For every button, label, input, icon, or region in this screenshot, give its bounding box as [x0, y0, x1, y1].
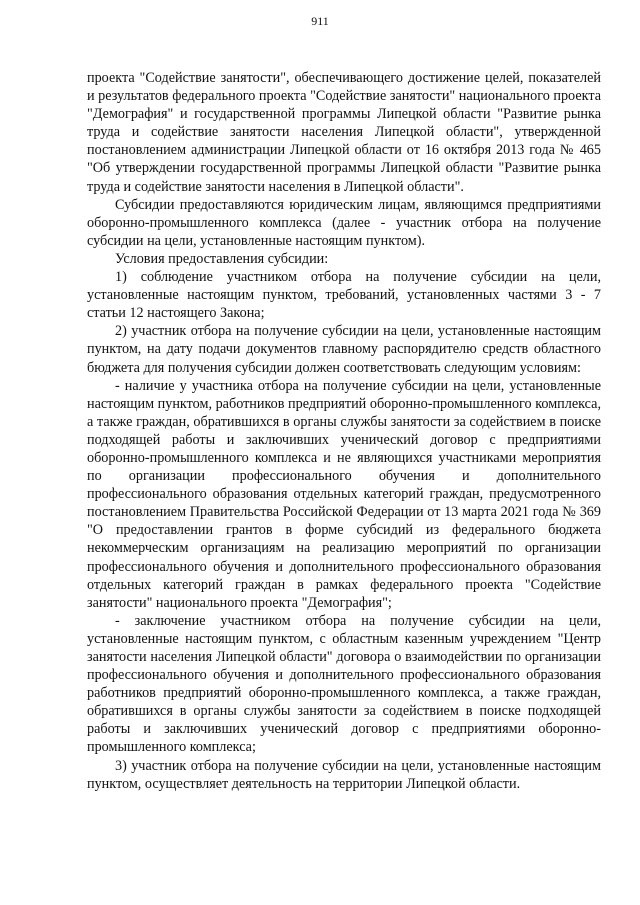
paragraph-condition-2-bullet-1: - наличие у участника отбора на получение субсидии на цели, установленные настоящим пунктом, работников предприятий оборонно-промышленного комплекса, а также граждан, обратившихся в органы службы занятости за содействием в поиске подходящей работы и заключивших ученический договор с предприятиями оборонно-промышленного комплекса и не являющихся участниками мероприятия по организации профессионального обучения и дополнительного профессионального образования отдельных категорий граждан, предусмотренного постановлением Правительства Российской Федерации от 13 марта 2021 года № 369 "О предоставлении грантов в форме субсидий из федерального бюджета некоммерческим организациям на реализацию мероприятий по организации профессионального обучения и дополнительного профессионального образования отдельных категорий граждан в рамках федерального проекта "Содействие занятости" национального проекта "Демография";	[87, 377, 601, 611]
paragraph-condition-3: 3) участник отбора на получение субсидии на цели, установленные настоящим пунктом, осуществляет деятельность на территории Липецкой области.	[87, 757, 601, 792]
page-number: 911	[311, 14, 329, 28]
paragraph-condition-2-bullet-2: - заключение участником отбора на получение субсидии на цели, установленные настоящим пунктом, с областным казенным учреждением "Центр занятости населения Липецкой области" договора о взаимодействии по организации профессионального обучения и дополнительного профессионального образования работников предприятий оборонно-промышленного комплекса, а также граждан, обратившихся в органы службы занятости за содействием в поиске подходящей работы и заключивших ученический договор с предприятиями оборонно-промышленного комплекса;	[87, 612, 601, 756]
paragraph-intro-continuation: проекта "Содействие занятости", обеспечивающего достижение целей, показателей и результатов федерального проекта "Содействие занятости" национального проекта "Демография" и государственной программы Липецкой области "Развитие рынка труда и содействие занятости населения Липецкой области", утвержденной постановлением администрации Липецкой области от 16 октября 2013 года № 465 "Об утверждении государственной программы Липецкой области "Развитие рынка труда и содействие занятости населения в Липецкой области".	[87, 70, 601, 195]
paragraph-condition-1: 1) соблюдение участником отбора на получение субсидии на цели, установленные настоящим пунктом, требований, установленных частями 3 - 7 статьи 12 настоящего Закона;	[87, 269, 601, 322]
paragraph-conditions-heading: Условия предоставления субсидии:	[115, 250, 329, 267]
paragraph-condition-2: 2) участник отбора на получение субсидии на цели, установленные настоящим пунктом, на дату подачи документов главному распорядителю средств областного бюджета для получения субсидии должен соответствовать следующим условиям:	[87, 323, 601, 376]
paragraph-recipients: Субсидии предоставляются юридическим лицам, являющимся предприятиями оборонно-промышленного комплекса (далее - участник отбора на получение субсидии на цели, установленные настоящим пунктом).	[87, 196, 601, 249]
document-body	[87, 69, 601, 793]
